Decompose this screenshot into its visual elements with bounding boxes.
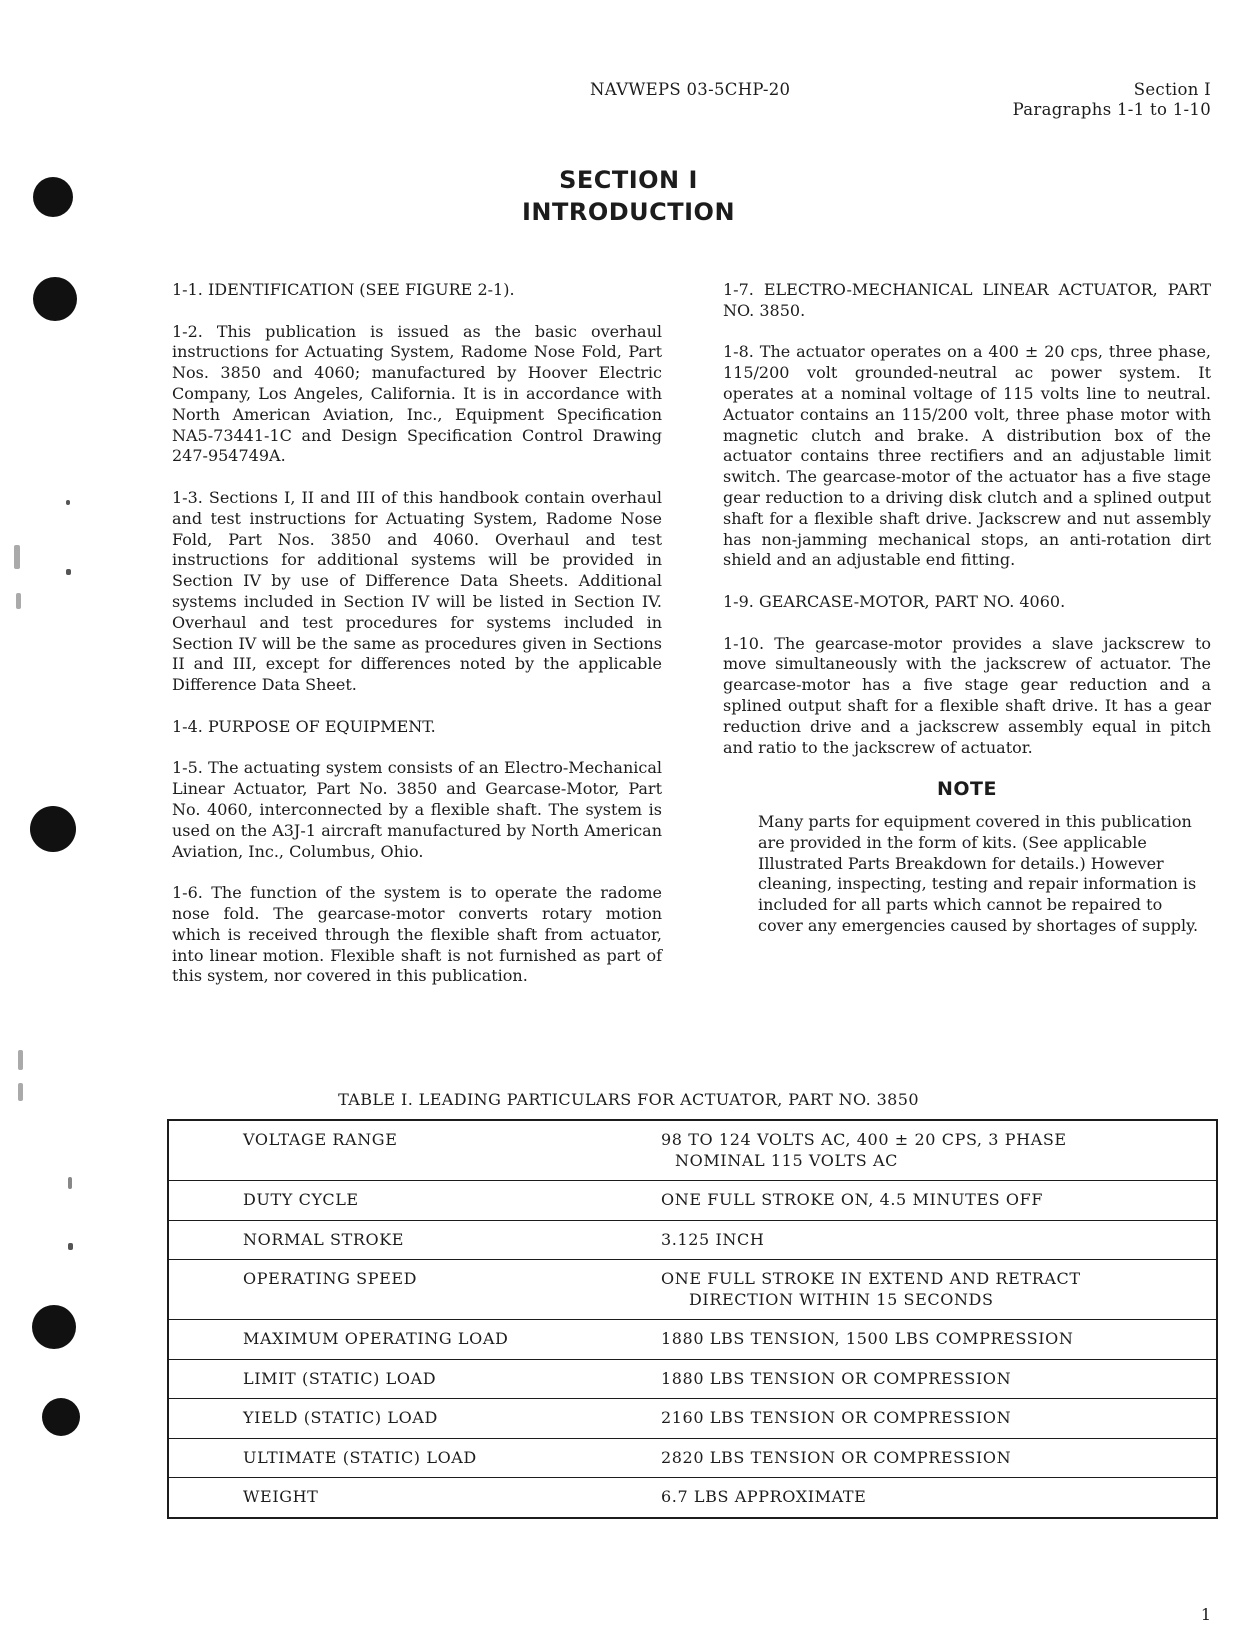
row-value: 6.7 LBS APPROXIMATE [661,1478,1217,1518]
section-title: SECTION I [559,166,698,194]
binder-hole-5 [42,1398,80,1436]
paragraph-1-4: 1-4. PURPOSE OF EQUIPMENT. [172,716,436,736]
table-row [168,1181,1217,1221]
table-row [168,1478,1217,1518]
row-value: 1880 LBS TENSION OR COMPRESSION [661,1359,1217,1399]
section-subtitle: INTRODUCTION [521,198,736,226]
row-label: ULTIMATE (STATIC) LOAD [168,1438,661,1478]
row-value [661,1120,1217,1181]
paragraph-1-3: 1-3. Sections I, II and III of this handbook contain overhaul and test instructions for Actuating System, Radome Nose Fold, Part Nos. 3850 and 4060. Overhaul and test instructions for additional systems will be provided in Section IV by use of Difference Data Sheets. Additional systems included in Section IV will be listed in Section IV. Overhaul and test procedures for systems included in Section IV will be the same as procedures given in Sections II and III, except for differences noted by the applicable Difference Data Sheet. [172,487,662,695]
paragraph-1-7: 1-7. ELECTRO-MECHANICAL LINEAR ACTUATOR, PART NO. 3850. [723,280,1211,320]
paragraph-1-6: 1-6. The function of the system is to operate the radome nose fold. The gearcase-motor converts rotary motion which is received through the flexible shaft from actuator, into linear motion. Flexible shaft is not furnished as part of this system, nor covered in this publication. [172,883,662,986]
row-value-line: NOMINAL 115 VOLTS AC [675,1150,898,1170]
scan-speck [66,500,70,505]
note-heading: NOTE [937,778,997,801]
paragraph-1-9: 1-9. GEARCASE-MOTOR, PART NO. 4060. [723,591,1066,611]
left-column [172,280,662,987]
table-row [168,1260,1217,1320]
page-title [0,164,1257,228]
right-column [723,280,1211,937]
section-label: Section I [1133,80,1211,99]
scan-speck [18,1050,23,1070]
row-value: 3.125 INCH [661,1220,1217,1260]
table-row [168,1320,1217,1360]
scan-speck [66,569,71,575]
paragraph-1-2: 1-2. This publication is issued as the basic overhaul instructions for Actuating System, Radome Nose Fold, Part Nos. 3850 and 4060; manufactured by Hoover Electric Company, Los Angeles, California. It is in accordance with North American Aviation, Inc., Equipment Specification NA5-73441-1C and Design Specification Control Drawing 247-954749A. [172,321,662,466]
row-value-line: ONE FULL STROKE IN EXTEND AND RETRACT [661,1269,1081,1288]
row-value [661,1260,1217,1320]
scan-speck [16,593,21,609]
scan-speck [68,1243,73,1250]
table-row [168,1220,1217,1260]
row-label: LIMIT (STATIC) LOAD [168,1359,661,1399]
paragraph-1-5: 1-5. The actuating system consists of an Electro-Mechanical Linear Actuator, Part No. 3850 and Gearcase-Motor, Part No. 4060, interconnected by a flexible shaft. The system is used on the A3J-1 aircraft manufactured by North American Aviation, Inc., Columbus, Ohio. [172,758,662,861]
paragraph-1-8: 1-8. The actuator operates on a 400 ± 20 cps, three phase, 115/200 volt grounded-neutral ac power system. It operates at a nominal voltage of 115 volts line to neutral. Actuator contains an 115/200 volt, three phase motor with magnetic clutch and brake. A distribution box of the actuator contains three rectifiers and an adjustable limit switch. The gearcase-motor of the actuator has a five stage gear reduction to a driving disk clutch and a splined output shaft for a flexible shaft drive. Jackscrew and nut assembly has non-jamming mechanical stops, an anti-rotation dirt shield and an adjustable end fitting. [723,342,1211,570]
table-row [168,1438,1217,1478]
table-row [168,1399,1217,1439]
row-label: NORMAL STROKE [168,1220,661,1260]
document-number: NAVWEPS 03-5CHP-20 [590,80,791,99]
table-row [168,1359,1217,1399]
binder-hole-3 [30,806,76,852]
row-label: VOLTAGE RANGE [168,1120,661,1181]
row-label: MAXIMUM OPERATING LOAD [168,1320,661,1360]
row-label: DUTY CYCLE [168,1181,661,1221]
paragraph-range: Paragraphs 1-1 to 1-10 [1012,100,1211,119]
scan-speck [68,1177,72,1189]
row-value: 2160 LBS TENSION OR COMPRESSION [661,1399,1217,1439]
table-title: TABLE I. LEADING PARTICULARS FOR ACTUATOR, PART NO. 3850 [338,1090,919,1109]
row-label: YIELD (STATIC) LOAD [168,1399,661,1439]
scan-speck [14,545,20,569]
page-number: 1 [1200,1605,1211,1624]
paragraph-1-1: 1-1. IDENTIFICATION (SEE FIGURE 2-1). [172,280,515,299]
binder-hole-2 [33,277,77,321]
binder-hole-4 [32,1305,76,1349]
row-value: 2820 LBS TENSION OR COMPRESSION [661,1438,1217,1478]
paragraph-1-10: 1-10. The gearcase-motor provides a slave jackscrew to move simultaneously with the jackscrew of actuator. The gearcase-motor has a five stage gear reduction and a splined output shaft for a flexible shaft drive. It has a gear reduction drive and a jackscrew assembly equal in pitch and ratio to the jackscrew of actuator. [723,633,1211,757]
row-value-line: DIRECTION WITHIN 15 SECONDS [689,1289,994,1309]
row-label: OPERATING SPEED [168,1260,661,1320]
leading-particulars-table [167,1119,1218,1519]
row-label: WEIGHT [168,1478,661,1518]
section-reference [1013,80,1211,120]
row-value-line: 98 TO 124 VOLTS AC, 400 ± 20 CPS, 3 PHASE [661,1130,1067,1149]
row-value: ONE FULL STROKE ON, 4.5 MINUTES OFF [661,1181,1217,1221]
note-text: Many parts for equipment covered in this publication are provided in the form of kits. (See applicable Illustrated Parts Breakdown for details.) However cleaning, inspecting, testing and repair information is included for all parts which cannot be repaired to cover any emergencies caused by shortages of supply. [758,811,1199,935]
row-value: 1880 LBS TENSION, 1500 LBS COMPRESSION [661,1320,1217,1360]
table-row [168,1120,1217,1181]
